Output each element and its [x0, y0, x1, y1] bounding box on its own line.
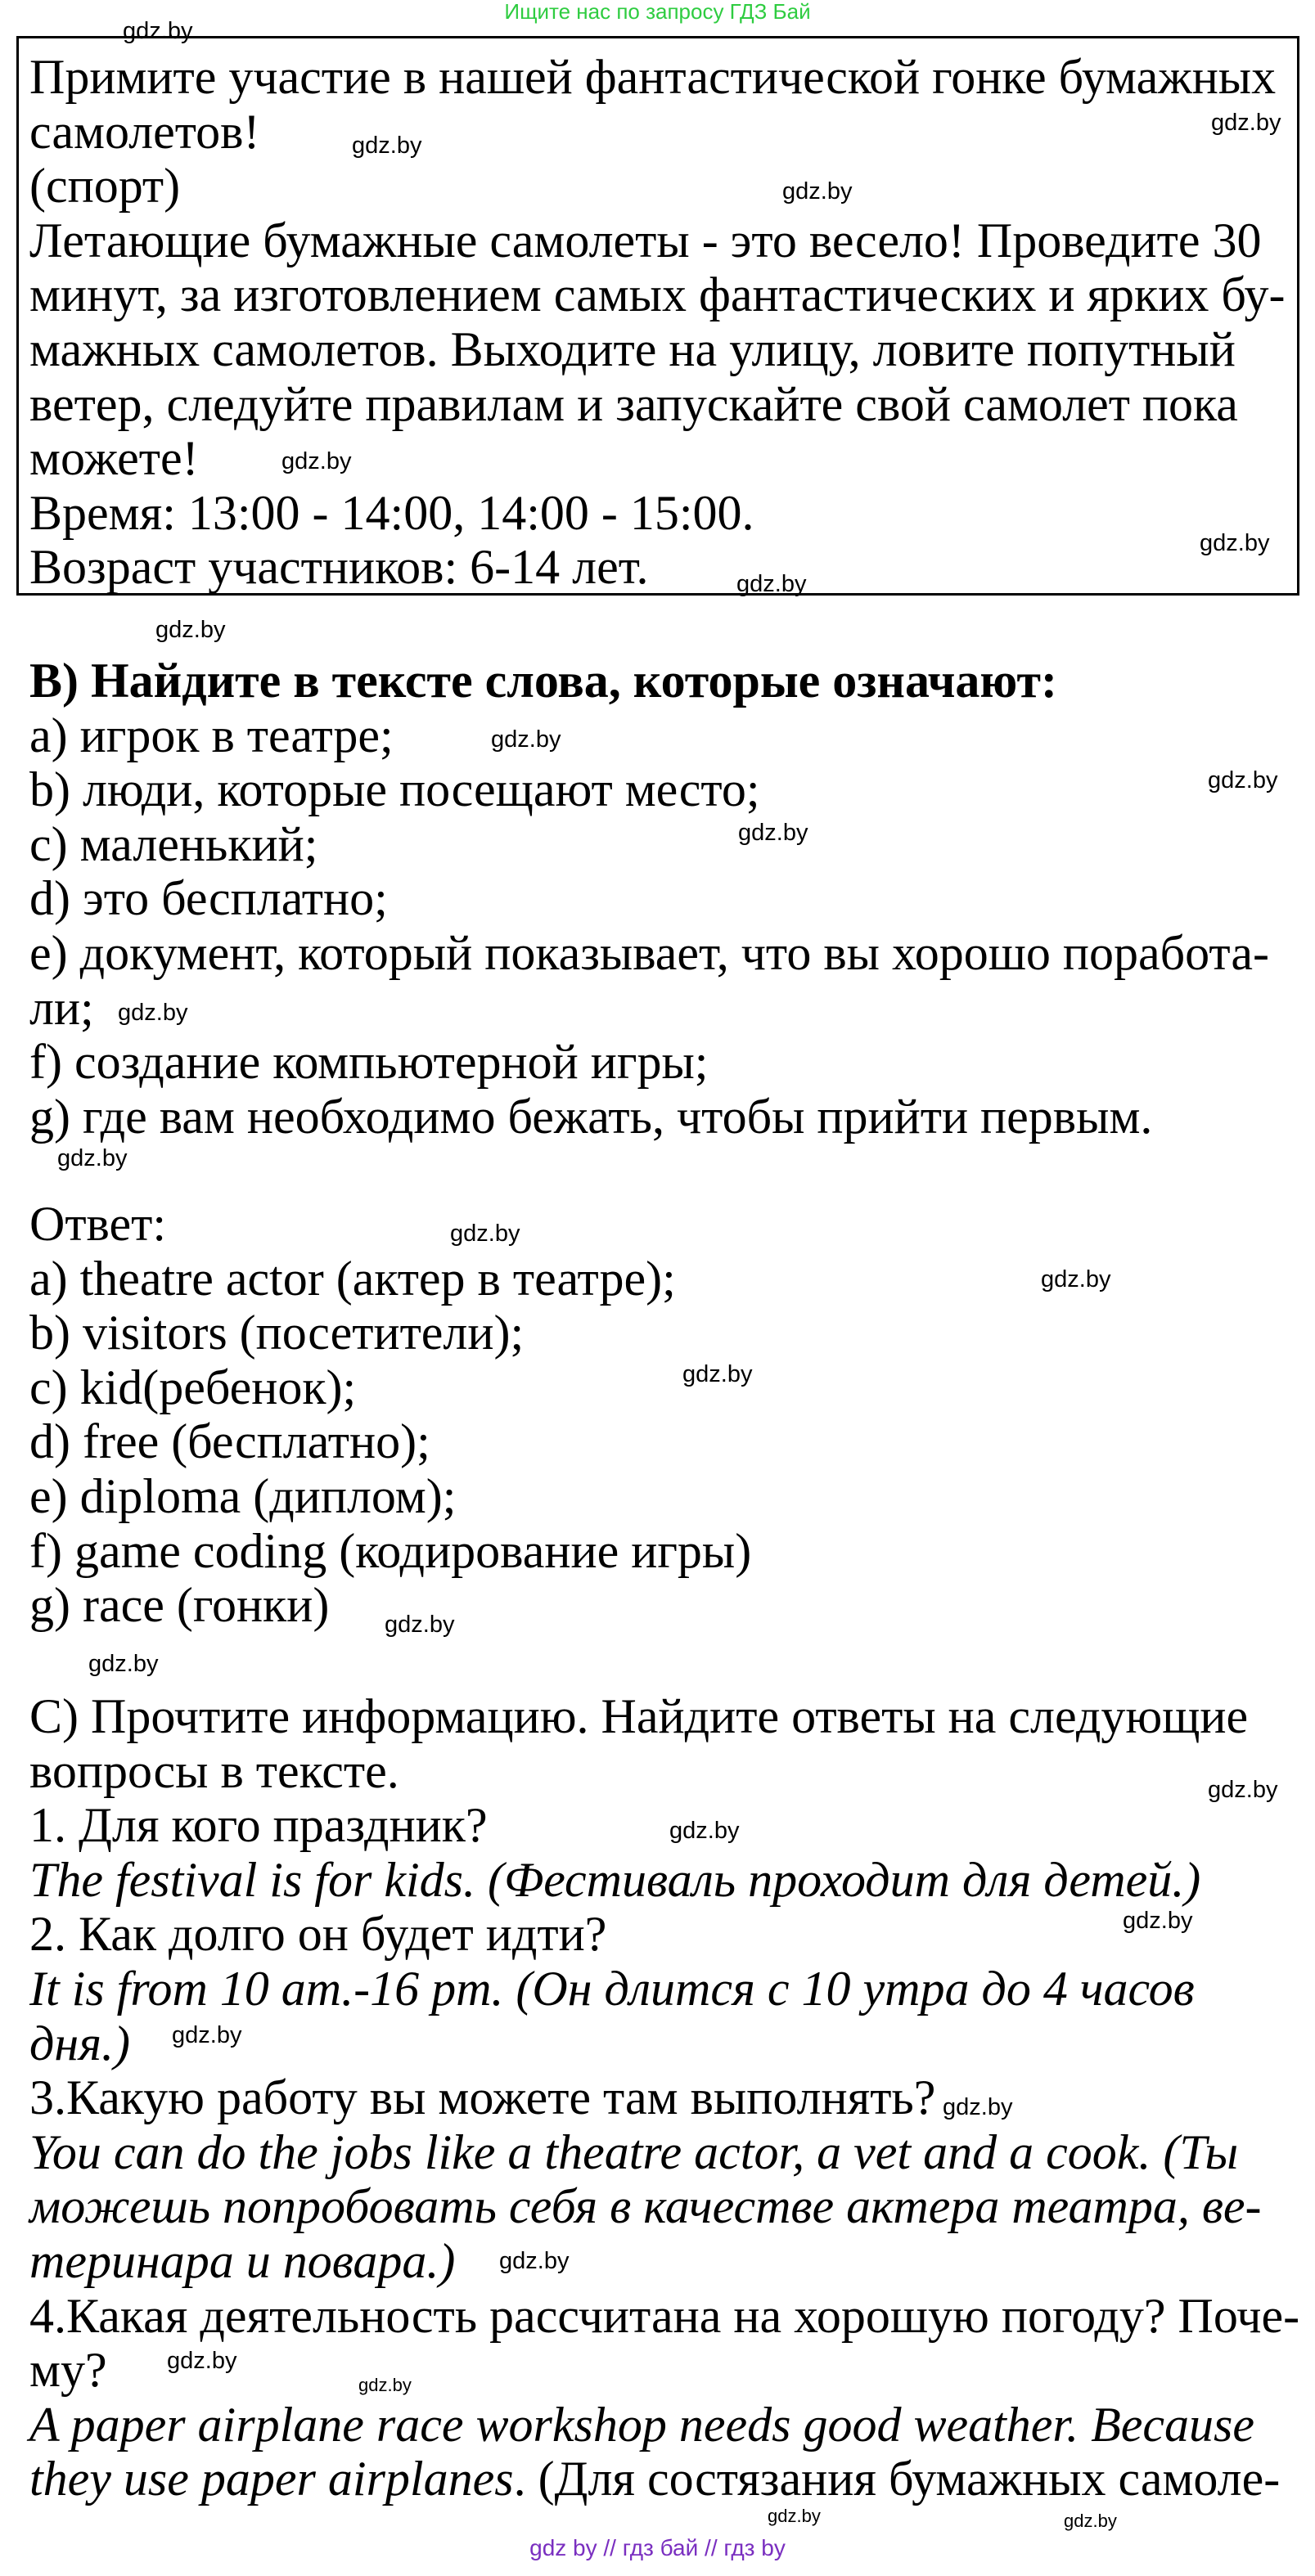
text-line: [29, 1414, 751, 1469]
text-line: [29, 322, 1286, 377]
text-line: [29, 1744, 1299, 1799]
text-segment: Время: 13:00 - 14:00, 14:00 - 15:00.: [29, 485, 754, 540]
watermark: gdz.by: [491, 726, 561, 753]
footer-links: gdz by // гдз бай // гдз by: [529, 2535, 786, 2560]
watermark: gdz.by: [782, 178, 853, 205]
text-segment: му?: [29, 2343, 107, 2398]
text-segment: You can do the jobs like a theatre actor, a vet and a cook. (Ты: [29, 2124, 1239, 2179]
text-line: [29, 1689, 1299, 1744]
watermark: gdz.by: [88, 1651, 159, 1677]
text-segment: B) Найдите в тексте слова, которые означают:: [29, 654, 1057, 708]
task-b: [29, 654, 1269, 1144]
text-segment: 2. Как долго он будет идти?: [29, 1907, 607, 1962]
text-line: [29, 2452, 1299, 2506]
watermark: gdz.by: [682, 1361, 753, 1387]
text-line: [29, 817, 1269, 872]
text-segment: C) Прочтите информацию. Найдите ответы на следующие: [29, 1689, 1249, 1743]
text-line: [29, 1252, 751, 1306]
watermark: gdz.by: [1208, 1777, 1278, 1803]
text-segment: можешь попробовать себя в качестве актера театра, ве-: [29, 2179, 1262, 2234]
text-line: [29, 1524, 751, 1579]
text-line: [29, 1197, 751, 1252]
text-segment: b) люди, которые посещают место;: [29, 762, 760, 817]
text-segment: c) маленький;: [29, 816, 318, 871]
watermark: gdz.by: [736, 571, 807, 597]
text-line: [29, 1798, 1299, 1853]
text-segment: ли;: [29, 980, 94, 1035]
text-line: [29, 431, 1286, 486]
text-segment: g) где вам необходимо бежать, чтобы прийти первым.: [29, 1089, 1153, 1144]
text-segment: a) игрок в театре;: [29, 708, 394, 762]
watermark: gdz.by: [155, 617, 226, 643]
text-line: [29, 1962, 1299, 2016]
text-segment: вопросы в тексте.: [29, 1743, 399, 1798]
search-hint-banner: Ищите нас по запросу ГДЗ Бай: [504, 0, 811, 24]
watermark: gdz.by: [118, 1000, 188, 1026]
text-line: [29, 981, 1269, 1036]
text-segment: e) diploma (диплом);: [29, 1468, 457, 1523]
watermark: gdz.by: [1208, 767, 1278, 793]
text-line: [29, 1035, 1269, 1090]
text-line: [29, 105, 1286, 160]
text-segment: a) theatre actor (актер в театре);: [29, 1251, 676, 1306]
watermark: gdz.by: [450, 1221, 520, 1247]
watermark: gdz.by: [385, 1612, 455, 1638]
text-line: [29, 1907, 1299, 1962]
watermark: gdz.by: [768, 2506, 821, 2526]
watermark: gdz.by: [669, 1818, 740, 1844]
text-segment: they use paper airplanes: [29, 2452, 514, 2506]
text-line: [29, 1090, 1269, 1144]
text-line: [29, 159, 1286, 214]
watermark: gdz.by: [943, 2094, 1013, 2120]
text-line: [29, 1360, 751, 1415]
watermark: gdz.by: [738, 820, 808, 846]
text-line: [29, 2070, 1299, 2125]
text-line: [29, 486, 1286, 541]
watermark: gdz.by: [1211, 110, 1281, 136]
text-segment: Примите участие в нашей фантастической гонке бумажных: [29, 50, 1277, 104]
watermark: gdz.by: [358, 2375, 412, 2395]
text-segment: 1. Для кого праздник?: [29, 1798, 488, 1853]
text-line: [29, 377, 1286, 432]
text-line: [29, 267, 1286, 322]
answer-b: [29, 1197, 751, 1633]
text-segment: d) это бесплатно;: [29, 871, 388, 926]
task-c: [29, 1689, 1299, 2506]
watermark: gdz.by: [1123, 1908, 1193, 1934]
watermark: gdz.by: [172, 2022, 242, 2048]
watermark: gdz.by: [352, 133, 422, 159]
watermark: gdz.by: [1200, 530, 1270, 556]
text-segment: теринара и повара.): [29, 2233, 456, 2288]
text-segment: f) game coding (кодирование игры): [29, 1523, 752, 1578]
text-line: [29, 540, 1286, 595]
text-segment: . (Для состязания бумажных самоле-: [513, 2452, 1281, 2506]
text-segment: ветер, следуйте правилам и запускайте свой самолет пока: [29, 376, 1238, 431]
text-line: [29, 2398, 1299, 2452]
text-segment: c) kid(ребенок);: [29, 1360, 357, 1414]
watermark: gdz.by: [499, 2248, 570, 2274]
text-segment: 3.Какую работу вы можете там выполнять?: [29, 2070, 936, 2125]
text-segment: A paper airplane race workshop needs good weather. Because: [29, 2397, 1254, 2452]
text-segment: можете!: [29, 431, 199, 486]
watermark: gdz.by: [1064, 2511, 1117, 2531]
text-segment: e) документ, который показывает, что вы хорошо поработа-: [29, 925, 1269, 980]
text-line: [29, 762, 1269, 817]
text-segment: (спорт): [29, 159, 181, 214]
text-segment: Летающие бумажные самолеты - это весело! Проведите 30: [29, 213, 1262, 267]
text-segment: g) race (гонки): [29, 1578, 330, 1633]
text-segment: минут, за изготовлением самых фантастических и ярких бу-: [29, 267, 1286, 322]
text-segment: дня.): [29, 2016, 130, 2070]
text-segment: самолетов!: [29, 104, 260, 159]
text-segment: мажных самолетов. Выходите на улицу, ловите попутный: [29, 321, 1236, 376]
text-line: [29, 2234, 1299, 2289]
text-segment: d) free (бесплатно);: [29, 1414, 430, 1469]
text-segment: Возраст участников: 6-14 лет.: [29, 540, 649, 595]
text-line: [29, 708, 1269, 763]
watermark: gdz.by: [1041, 1266, 1111, 1292]
text-segment: b) visitors (посетители);: [29, 1306, 525, 1360]
text-line: [29, 50, 1286, 105]
text-line: [29, 1306, 751, 1360]
watermark: gdz.by: [123, 18, 193, 44]
text-line: [29, 2125, 1299, 2180]
text-line: [29, 1469, 751, 1524]
text-line: [29, 871, 1269, 926]
text-line: [29, 1853, 1299, 1908]
text-line: [29, 2179, 1299, 2234]
text-line: [29, 654, 1269, 708]
text-segment: Ответ:: [29, 1197, 167, 1251]
text-segment: The festival is for kids. (Фестиваль проходит для детей.): [29, 1852, 1201, 1907]
announcement-text: [29, 50, 1286, 595]
text-line: [29, 2289, 1299, 2344]
watermark: gdz.by: [57, 1145, 128, 1171]
watermark: gdz.by: [167, 2348, 237, 2374]
text-line: [29, 214, 1286, 268]
text-line: [29, 926, 1269, 981]
text-segment: It is from 10 am.-16 pm. (Он длится с 10 утра до 4 часов: [29, 1961, 1195, 2016]
watermark: gdz.by: [281, 448, 352, 474]
text-segment: 4.Какая деятельность рассчитана на хорошую погоду? Поче-: [29, 2288, 1300, 2343]
text-segment: f) создание компьютерной игры;: [29, 1035, 709, 1090]
